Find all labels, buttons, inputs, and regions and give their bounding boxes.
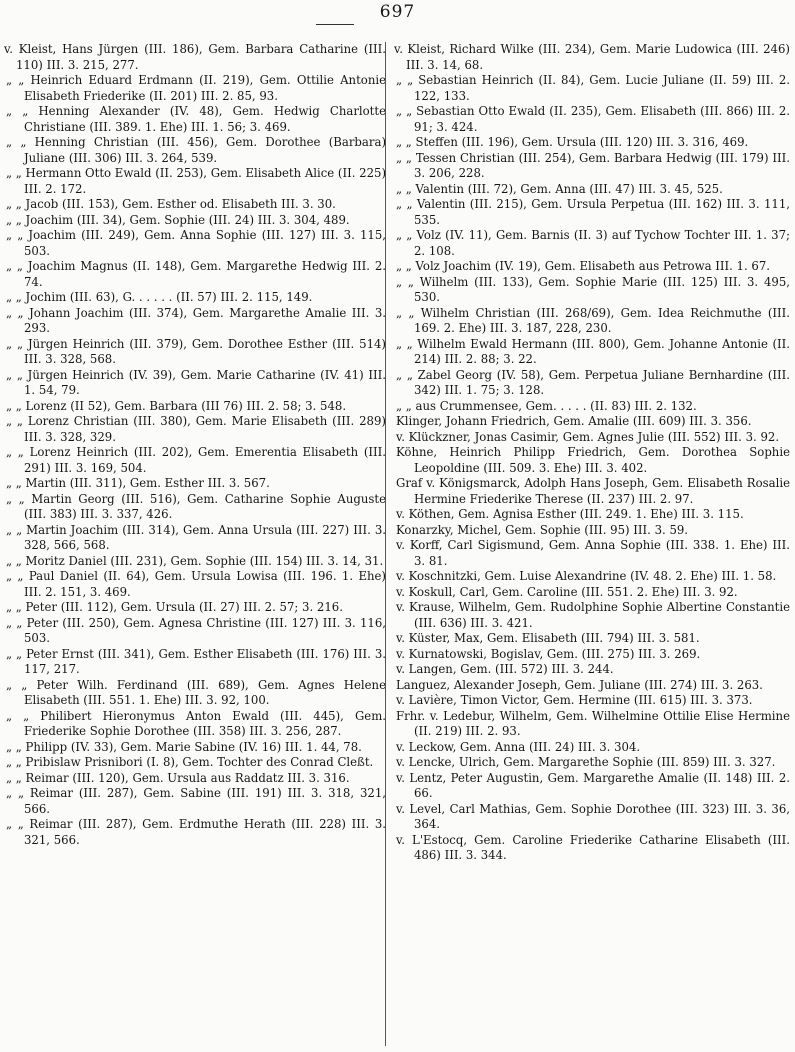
register-entry: „ „ Sebastian Heinrich (II. 84), Gem. Lucie Juliane (II. 59) III. 2. 122, 133. — [396, 73, 790, 103]
register-entry: v. Kleist, Richard Wilke (III. 234), Gem. Marie Ludowica (III. 246) III. 3. 14, 68. — [394, 42, 790, 72]
register-entry: v. Kurnatowski, Bogislav, Gem. (III. 275) III. 3. 269. — [396, 646, 701, 661]
register-entry: „ „ Henning Alexander (IV. 48), Gem. Hedwig Charlotte Christiane (III. 389. 1. Ehe) III. 1. 56; 3. 469. — [6, 104, 386, 134]
register-entry: „ „ Heinrich Eduard Erdmann (II. 219), Gem. Ottilie Antonie Elisabeth Friederike (II. 201) III. 2. 85, 93. — [6, 73, 386, 103]
register-entry: v. L'Estocq, Gem. Caroline Friederike Catharine Elisabeth (III. 486) III. 3. 344. — [396, 832, 790, 862]
left-column — [2, 42, 386, 848]
register-entry: „ „ Martin Georg (III. 516), Gem. Catharine Sophie Auguste (III. 383) III. 3. 337, 426. — [6, 491, 386, 521]
register-entry: v. Lencke, Ulrich, Gem. Margarethe Sophie (III. 859) III. 3. 327. — [396, 755, 776, 769]
register-entry: „ „ Henning Christian (III. 456), Gem. Dorothee (Barbara) Juliane (III. 306) III. 3. 264, 539. — [6, 135, 386, 165]
register-entry: „ „ Hermann Otto Ewald (II. 253), Gem. Elisabeth Alice (II. 225) III. 2. 172. — [6, 166, 387, 196]
register-entry: „ „ Joachim (III. 249), Gem. Anna Sophie (III. 127) III. 3. 115, 503. — [6, 228, 386, 258]
register-entry: Frhr. v. Ledebur, Wilhelm, Gem. Wilhelmine Ottilie Elise Hermine (II. 219) III. 2. 93. — [396, 708, 790, 738]
register-entry: „ „ Lorenz Heinrich (III. 202), Gem. Emerentia Elisabeth (III. 291) III. 3. 169, 504. — [6, 445, 386, 475]
register-entry: „ „ Volz Joachim (IV. 19), Gem. Elisabeth aus Petrowa III. 1. 67. — [396, 259, 770, 273]
register-entry: „ „ Peter (III. 112), Gem. Ursula (II. 27) III. 2. 57; 3. 216. — [6, 600, 343, 614]
register-entry: v. Kleist, Hans Jürgen (III. 186), Gem. Barbara Catharine (III. 110) III. 3. 215, 277. — [4, 42, 386, 72]
register-entry: „ „ Valentin (III. 72), Gem. Anna (III. 47) III. 3. 45, 525. — [396, 181, 723, 196]
register-entry: v. Klückzner, Jonas Casimir, Gem. Agnes Julie (III. 552) III. 3. 92. — [396, 429, 780, 444]
register-entry: v. Korff, Carl Sigismund, Gem. Anna Sophie (III. 338. 1. Ehe) III. 3. 81. — [396, 538, 790, 568]
register-entry: „ „ Jürgen Heinrich (IV. 39), Gem. Marie Catharine (IV. 41) III. 1. 54, 79. — [6, 367, 386, 397]
register-entry: „ „ aus Crummensee, Gem. . . . . (II. 83) III. 2. 132. — [396, 398, 697, 413]
register-entry: „ „ Joachim Magnus (II. 148), Gem. Margarethe Hedwig III. 2. 74. — [6, 259, 386, 289]
register-entry: „ „ Martin Joachim (III. 314), Gem. Anna Ursula (III. 227) III. 3. 328, 566, 568. — [6, 522, 386, 552]
register-entry: „ „ Valentin (III. 215), Gem. Ursula Perpetua (III. 162) III. 3. 111, 535. — [396, 197, 790, 227]
register-entry: „ „ Jürgen Heinrich (III. 379), Gem. Dorothee Esther (III. 514) III. 3. 328, 568. — [6, 336, 386, 366]
register-entry: „ „ Reimar (III. 287), Gem. Sabine (III. 191) III. 3. 318, 321, 566. — [6, 786, 386, 816]
register-entry: v. Langen, Gem. (III. 572) III. 3. 244. — [396, 662, 614, 676]
header-rule — [316, 24, 354, 25]
register-entry: v. Lavière, Timon Victor, Gem. Hermine (III. 615) III. 3. 373. — [396, 693, 753, 707]
register-entry: „ „ Sebastian Otto Ewald (II. 235), Gem. Elisabeth (III. 866) III. 2. 91; 3. 424. — [396, 104, 790, 134]
register-entry: „ „ Jochim (III. 63), G. . . . . . (II. 57) III. 2. 115, 149. — [6, 290, 313, 304]
register-entry: „ „ Peter Ernst (III. 341), Gem. Esther Elisabeth (III. 176) III. 3. 117, 217. — [6, 646, 386, 676]
register-entry: „ „ Wilhelm (III. 133), Gem. Sophie Marie (III. 125) III. 3. 495, 530. — [396, 274, 790, 304]
register-entry: „ „ Reimar (III. 287), Gem. Erdmuthe Herath (III. 228) III. 3. 321, 566. — [6, 817, 386, 847]
register-entry: „ „ Peter Wilh. Ferdinand (III. 689), Gem. Agnes Helene Elisabeth (III. 551. 1. Ehe) III. 3. 92, 100. — [6, 677, 386, 707]
register-entry: Languez, Alexander Joseph, Gem. Juliane (III. 274) III. 3. 263. — [396, 677, 763, 692]
register-entry: „ „ Peter (III. 250), Gem. Agnesa Christine (III. 127) III. 3. 116, 503. — [6, 615, 386, 645]
register-entry: „ „ Reimar (III. 120), Gem. Ursula aus Raddatz III. 3. 316. — [6, 770, 350, 785]
register-entry: Konarzky, Michel, Gem. Sophie (III. 95) III. 3. 59. — [396, 522, 689, 537]
register-entry: v. Köthen, Gem. Agnisa Esther (III. 249. 1. Ehe) III. 3. 115. — [396, 507, 744, 521]
register-entry: „ „ Paul Daniel (II. 64), Gem. Ursula Lowisa (III. 196. 1. Ehe) III. 2. 151, 3. 469. — [6, 569, 386, 599]
register-entry: v. Leckow, Gem. Anna (III. 24) III. 3. 304. — [396, 739, 641, 754]
register-entry: „ „ Wilhelm Ewald Hermann (III. 800), Gem. Johanne Antonie (II. 214) III. 2. 88; 3. 22. — [396, 336, 790, 366]
register-entry: „ „ Tessen Christian (III. 254), Gem. Barbara Hedwig (III. 179) III. 3. 206, 228. — [396, 150, 790, 180]
register-entry: v. Lentz, Peter Augustin, Gem. Margarethe Amalie (II. 148) III. 2. 66. — [396, 770, 790, 800]
column-divider — [385, 42, 386, 1046]
register-entry: Köhne, Heinrich Philipp Friedrich, Gem. Dorothea Sophie Leopoldine (III. 509. 3. Ehe) III. 3. 402. — [396, 445, 790, 475]
register-entry: v. Level, Carl Mathias, Gem. Sophie Dorothee (III. 323) III. 3. 36, 364. — [396, 801, 790, 831]
register-entry: Klinger, Johann Friedrich, Gem. Amalie (III. 609) III. 3. 356. — [396, 414, 752, 428]
register-entry: „ „ Lorenz (II 52), Gem. Barbara (III 76) III. 2. 58; 3. 548. — [6, 398, 347, 413]
register-entry: v. Koskull, Carl, Gem. Caroline (III. 551. 2. Ehe) III. 3. 92. — [396, 584, 738, 599]
register-entry: „ „ Wilhelm Christian (III. 268/69), Gem. Idea Reichmuthe (III. 169. 2. Ehe) III. 3. 187, 228, 230. — [396, 305, 790, 335]
register-entry: „ „ Jacob (III. 153), Gem. Esther od. Elisabeth III. 3. 30. — [6, 197, 336, 211]
register-entry: v. Krause, Wilhelm, Gem. Rudolphine Sophie Albertine Constantie (III. 636) III. 3. 421. — [396, 600, 790, 630]
register-entry: „ „ Joachim (III. 34), Gem. Sophie (III. 24) III. 3. 304, 489. — [6, 212, 350, 227]
register-entry: v. Küster, Max, Gem. Elisabeth (III. 794) III. 3. 581. — [396, 631, 700, 645]
register-entry: „ „ Martin (III. 311), Gem. Esther III. 3. 567. — [6, 476, 270, 490]
register-entry: „ „ Johann Joachim (III. 374), Gem. Margarethe Amalie III. 3. 293. — [6, 305, 386, 335]
register-entry: Graf v. Königsmarck, Adolph Hans Joseph, Gem. Elisabeth Rosalie Hermine Friederike Therese (II. 237) III. 2. 97. — [396, 476, 790, 506]
page-number: 697 — [379, 2, 416, 22]
register-entry: v. Koschnitzki, Gem. Luise Alexandrine (IV. 48. 2. Ehe) III. 1. 58. — [396, 569, 777, 583]
register-entry: „ „ Philibert Hieronymus Anton Ewald (III. 445), Gem. Friederike Sophie Dorothee (III. 358) III. 3. 256, 287. — [6, 708, 386, 738]
register-entry: „ „ Philipp (IV. 33), Gem. Marie Sabine (IV. 16) III. 1. 44, 78. — [6, 739, 362, 754]
register-entry: „ „ Pribislaw Prisnibori (I. 8), Gem. Tochter des Conrad Cleßt. — [6, 755, 374, 769]
register-entry: „ „ Volz (IV. 11), Gem. Barnis (II. 3) auf Tychow Tochter III. 1. 37; 2. 108. — [396, 228, 790, 258]
register-entry: „ „ Steffen (III. 196), Gem. Ursula (III. 120) III. 3. 316, 469. — [396, 135, 749, 149]
register-entry: „ „ Lorenz Christian (III. 380), Gem. Marie Elisabeth (III. 289) III. 3. 328, 329. — [6, 414, 386, 444]
right-column — [392, 42, 790, 864]
register-entry: „ „ Zabel Georg (IV. 58), Gem. Perpetua Juliane Bernhardine (III. 342) III. 1. 75; 3. 128. — [396, 367, 790, 397]
register-entry: „ „ Moritz Daniel (III. 231), Gem. Sophie (III. 154) III. 3. 14, 31. — [6, 553, 384, 568]
